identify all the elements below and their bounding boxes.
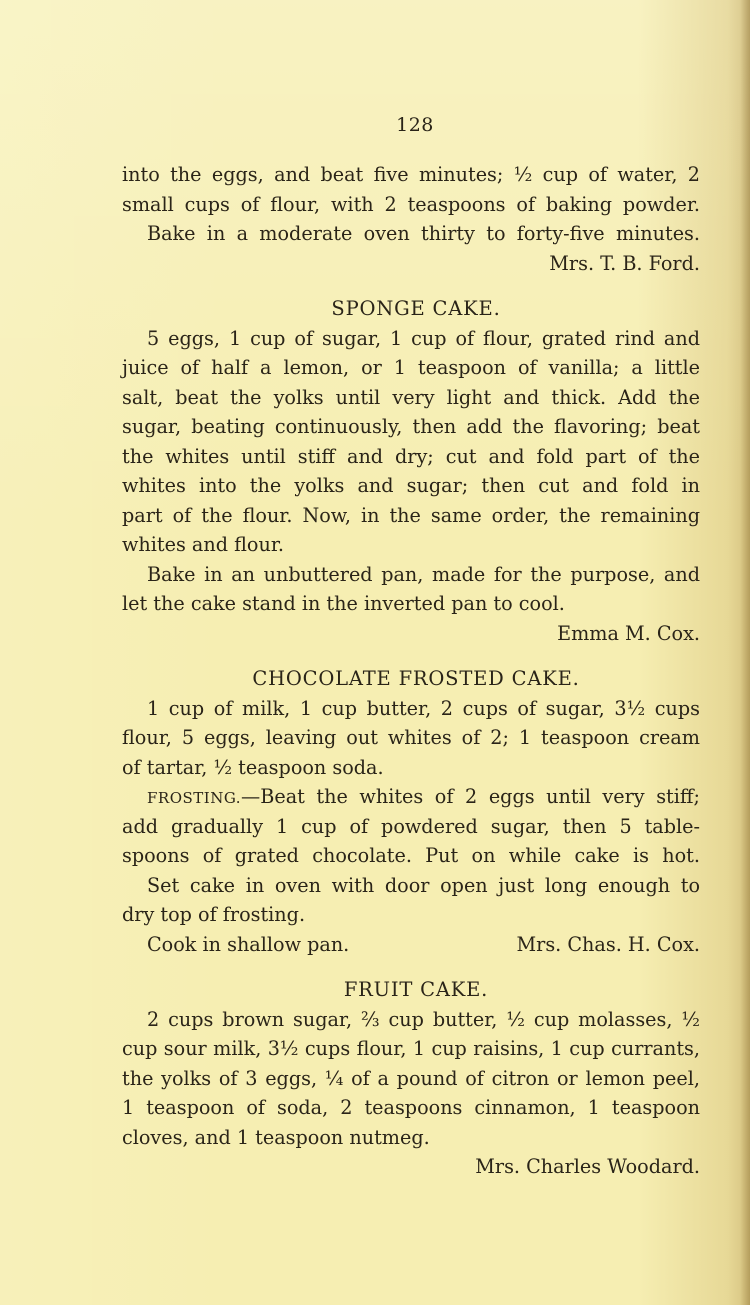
frosting-label: FROSTING.: [147, 789, 242, 807]
text-line: into the eggs, and beat five minutes; ½ cup of water, 2: [122, 163, 700, 186]
text-line: the whites until stiff and dry; cut and fold part of the: [122, 444, 700, 468]
text-line: juice of half a lemon, or 1 teaspoon of vanilla; a little: [122, 356, 700, 379]
text-line: dry top of frosting.: [122, 903, 306, 926]
recipe-title: SPONGE CAKE.: [331, 297, 501, 320]
recipe-attribution: Mrs. Charles Woodard.: [475, 1155, 700, 1178]
closing-line: [122, 930, 700, 960]
text-line: 1 teaspoon of soda, 2 teaspoons cinnamon, 1 teaspoon: [122, 1096, 700, 1119]
recipe-title: FRUIT CAKE.: [343, 978, 489, 1001]
recipe-title: CHOCOLATE FROSTED CAKE.: [252, 667, 580, 690]
recipe-attribution: Mrs. Chas. H. Cox.: [516, 932, 700, 956]
text-line: salt, beat the yolks until very light and thick. Add the: [122, 385, 700, 409]
page-content: [122, 160, 700, 1182]
text-line: flour, 5 eggs, leaving out whites of 2; 1 teaspoon cream: [122, 726, 700, 749]
frosting-line: [122, 782, 700, 812]
page-edge-shadow: [740, 0, 750, 1305]
text-line: sugar, beating continuously, then add the flavoring; beat: [122, 415, 700, 438]
text-line: cloves, and 1 teaspoon nutmeg.: [122, 1125, 430, 1149]
text-line: small cups of flour, with 2 teaspoons of baking powder.: [122, 192, 700, 216]
text-line: whites and flour.: [122, 533, 284, 556]
text-line: let the cake stand in the inverted pan to cool.: [122, 592, 565, 615]
text-line: part of the flour. Now, in the same order, the remaining: [122, 503, 700, 527]
text-line: Cook in shallow pan.: [147, 932, 350, 956]
text-line-fragment: —Beat the whites of 2 eggs until very stiff;: [241, 785, 700, 808]
text-line: the yolks of 3 eggs, ¼ of a pound of citron or lemon peel,: [122, 1066, 700, 1090]
text-line: 5 eggs, 1 cup of sugar, 1 cup of flour, grated rind and: [147, 326, 700, 350]
recipe-attribution: Emma M. Cox.: [557, 621, 700, 645]
text-line: cup sour milk, 3½ cups flour, 1 cup raisins, 1 cup currants,: [122, 1037, 700, 1060]
text-line: spoons of grated chocolate. Put on while cake is hot.: [122, 844, 700, 867]
text-line: Bake in an unbuttered pan, made for the purpose, and: [147, 562, 700, 586]
text-line: 2 cups brown sugar, ⅔ cup butter, ½ cup molasses, ½: [147, 1007, 700, 1031]
text-line: Bake in a moderate oven thirty to forty-five minutes.: [147, 222, 700, 245]
recipe-attribution: Mrs. T. B. Ford.: [549, 251, 700, 275]
page-number: 128: [396, 114, 434, 136]
text-line: add gradually 1 cup of powdered sugar, then 5 table-: [122, 814, 700, 838]
text-line: 1 cup of milk, 1 cup butter, 2 cups of sugar, 3½ cups: [147, 696, 700, 720]
text-line: of tartar, ½ teaspoon soda.: [122, 755, 384, 779]
text-line: Set cake in oven with door open just long enough to: [147, 873, 700, 897]
text-line: whites into the yolks and sugar; then cut and fold in: [122, 474, 700, 497]
